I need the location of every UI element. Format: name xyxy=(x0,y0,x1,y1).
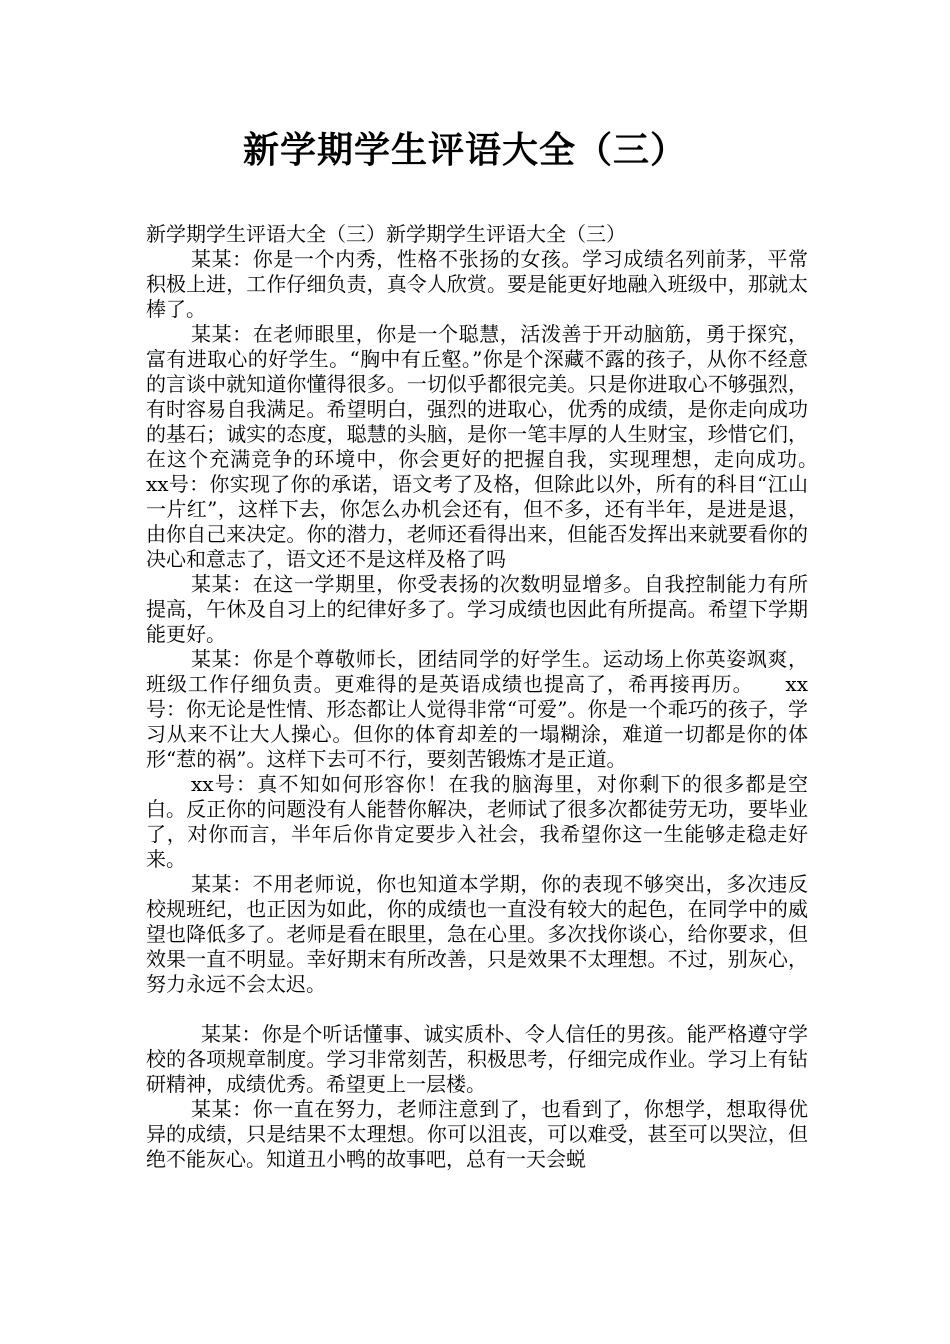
document-body xyxy=(146,222,848,1172)
body-paragraph: 某某：不用老师说，你也知道本学期，你的表现不够突出，多次违反校规班纪，也正因为如此，你的成绩也一直没有较大的起色，在同学中的威望也降低多了。老师是看在眼里，急在心里。多次找你谈心，给你要求，但效果一直不明显。幸好期末有所改善，只是效果不太理想。不过，别灰心，努力永远不会太迟。 xyxy=(146,872,808,996)
body-paragraph: 某某：在老师眼里，你是一个聪慧，活泼善于开动脑筋，勇于探究，富有进取心的好学生。“胸中有丘壑。”你是个深藏不露的孩子，从你不经意的言谈中就知道你懂得很多。一切似乎都很完美。只是你进取心不够强烈，有时容易自我满足。希望明白，强烈的进取心，优秀的成绩，是你走向成功的基石；诚实的态度，聪慧的头脑，是你一笔丰厚的人生财宝，珍惜它们，在这个充满竞争的环境中，你会更好的把握自我，实现理想，走向成功。 xx号：你实现了你的承诺，语文考了及格，但除此以外，所有的科目“江山一片红”，这样下去，你怎么办机会还有，但不多，还有半年，是进是退，由你自己来决定。你的潜力，老师还看得出来，但能否发挥出来就要看你的决心和意志了，语文还不是这样及格了吗 xyxy=(146,322,848,571)
body-paragraph: 某某：你一直在努力，老师注意到了，也看到了，你想学，想取得优异的成绩，只是结果不太理想。你可以沮丧，可以难受，甚至可以哭泣，但绝不能灰心。知道丑小鸭的故事吧，总有一天会蜕 xyxy=(146,1097,808,1171)
body-paragraph: 某某：你是个尊敬师长，团结同学的好学生。运动场上你英姿飒爽，班级工作仔细负责。更难得的是英语成绩也提高了，希再接再历。 xx号：你无论是性情、形态都让人觉得非常“可爱”。你是一个乖巧的孩子，学习从来不让大人操心。但你的体育却差的一塌糊涂，难道一切都是你的体形“惹的祸”。这样下去可不行，要刻苦锻炼才是正道。 xyxy=(146,647,808,771)
body-paragraph: xx号：真不知如何形容你！在我的脑海里，对你剩下的很多都是空白。反正你的问题没有人能替你解决，老师试了很多次都徒劳无功，要毕业了，对你而言，半年后你肯定要步入社会，我希望你这一生能够走稳走好来。 xyxy=(146,772,808,871)
body-paragraph: 某某：你是个听话懂事、诚实质朴、令人信任的男孩。能严格遵守学校的各项规章制度。学习非常刻苦，积极思考，仔细完成作业。学习上有钻研精神，成绩优秀。希望更上一层楼。 xyxy=(146,1022,808,1096)
body-paragraph: 新学期学生评语大全（三）新学期学生评语大全（三） xyxy=(146,222,626,246)
body-paragraph: 某某：在这一学期里，你受表扬的次数明显增多。自我控制能力有所提高，午休及自习上的纪律好多了。学习成绩也因此有所提高。希望下学期能更好。 xyxy=(146,572,808,646)
body-paragraph: 某某：你是一个内秀，性格不张扬的女孩。学习成绩名列前茅，平常积极上进，工作仔细负责，真令人欣赏。要是能更好地融入班级中，那就太棒了。 xyxy=(146,247,808,321)
document-title: 新学期学生评语大全（三） xyxy=(242,130,687,171)
